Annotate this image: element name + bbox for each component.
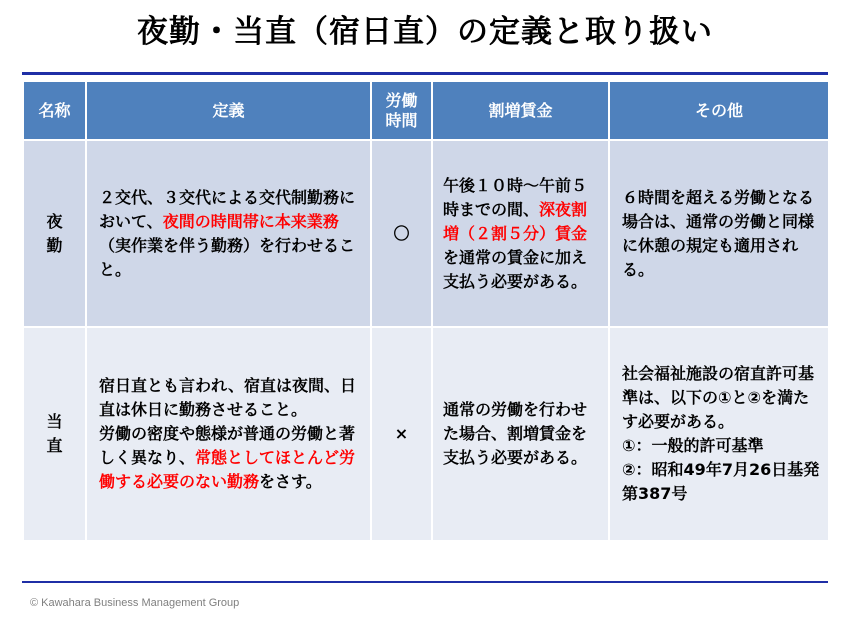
working-hours-mark: × [371,327,432,541]
other-cell [609,140,829,327]
working-hours-mark: 〇 [371,140,432,327]
premium-cell [432,140,609,327]
definition-text-end: をさす。 [259,472,322,491]
row-name-line1: 夜 [46,211,63,231]
header-name: 名称 [23,81,86,140]
header-working-hours [371,81,432,140]
table-row-night-shift [23,140,829,327]
premium-text: 午後１０時～午前５時までの間、 [443,175,588,219]
table-header-row [23,81,829,140]
definition-cell [86,140,371,327]
definition-highlight: 夜間の時間帯に本来業務 [162,211,339,231]
premium-highlight: 深夜割増（２割５分）賃金 [443,199,588,243]
page-title: 夜勤・当直（宿日直）の定義と取り扱い [137,14,713,50]
definition-text-2: 労働の密度や態様が普通の労働と著しく異なり、 [99,424,356,467]
header-hours-line1: 労働 [385,90,418,110]
other-text-2: ①：一般的許可基準 [622,436,764,455]
premium-text-end: を通常の賃金に加え支払う必要がある。 [443,247,588,291]
header-other: その他 [609,81,829,140]
definition-cell [86,327,371,541]
premium-text: 通常の労働を行わせた場合、割増賃金を支払う必要がある。 [443,400,588,467]
row-name-line1: 当 [46,412,63,431]
row-name-line2: 勤 [46,235,63,255]
definition-text-end: （実作業を伴う勤務）を行わせること。 [99,235,356,279]
other-text-3: ②：昭和49年7月26日基発第387号 [622,460,820,503]
header-definition: 定義 [86,81,371,140]
copyright-text: © Kawahara Business Management Group [30,597,240,609]
header-premium-wage: 割増賃金 [432,81,609,140]
definition-table [22,80,830,542]
row-name-line2: 直 [46,436,63,455]
bottom-divider [22,581,828,583]
definition-text: 宿日直とも言われ、宿直は夜間、日直は休日に勤務させること。 [99,376,356,419]
other-text: 社会福祉施設の宿直許可基準は、以下の①と②を満たす必要がある。 [622,364,815,431]
header-hours-line2: 時間 [385,110,418,130]
premium-cell [432,327,609,541]
row-name-cell [23,140,86,327]
definition-highlight: 常態としてほとんど労働する必要のない勤務 [99,448,356,491]
other-cell [609,327,829,541]
definition-text: ２交代、３交代による交代制勤務において、 [99,187,356,231]
table-row-duty [23,327,829,541]
other-text: ６時間を超える労働となる場合は、通常の労働と同様に休憩の規定も適用される。 [622,187,815,279]
row-name-cell [23,327,86,541]
top-divider [22,72,828,75]
